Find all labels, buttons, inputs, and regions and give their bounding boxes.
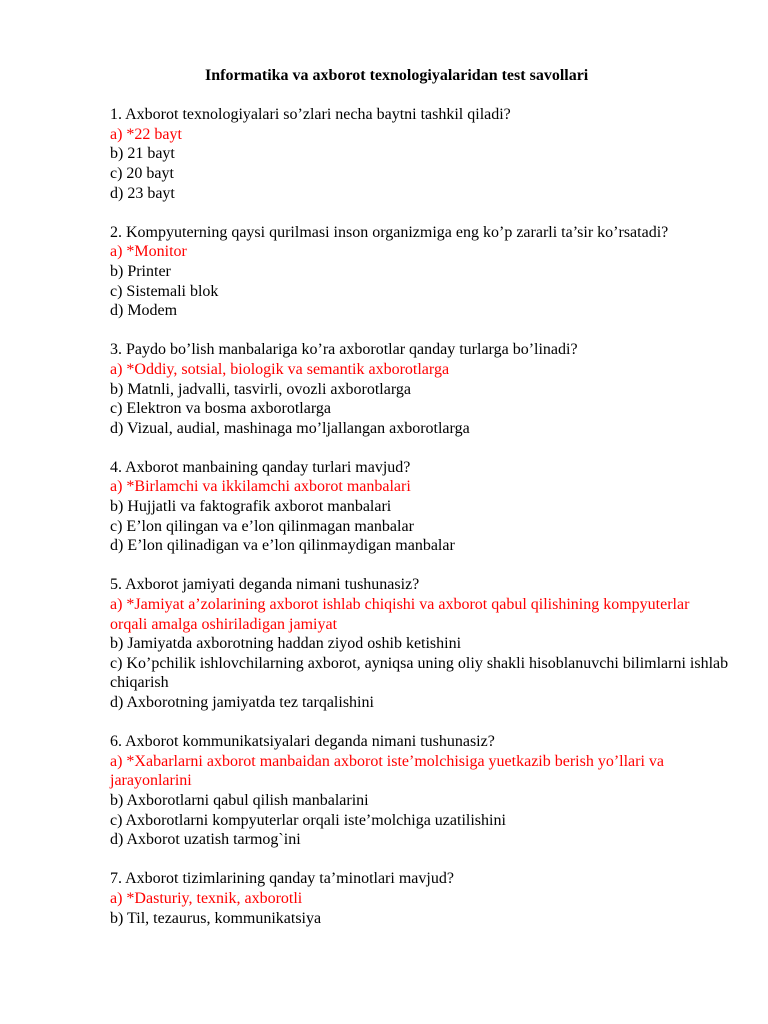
answer-option-correct: a) *Jamiyat a’zolarining axborot ishlab chiqishi va axborot qabul qilishining kompyuterlar orqali amalga oshiriladigan jamiyat bbox=[110, 596, 690, 633]
answer-option: d) Vizual, audial, mashinaga mo’ljallangan axborotlarga bbox=[110, 419, 470, 437]
answer-option: b) Jamiyatda axborotning haddan ziyod oshib ketishini bbox=[110, 635, 462, 653]
answer-option: d) Modem bbox=[110, 302, 178, 320]
answer-option: d) 23 bayt bbox=[110, 184, 175, 202]
question-block bbox=[110, 575, 730, 712]
answer-option: c) Sistemali blok bbox=[110, 282, 219, 300]
answer-option: c) Elektron va bosma axborotlarga bbox=[110, 400, 331, 418]
answer-option: c) E’lon qilingan va e’lon qilinmagan manbalar bbox=[110, 517, 414, 535]
question-text: 3. Paydo bo’lish manbalariga ko’ra axborotlar qanday turlarga bo’linadi? bbox=[110, 341, 578, 359]
answer-option-correct: a) *Oddiy, sotsial, biologik va semantik axborotlarga bbox=[110, 360, 450, 378]
answer-option: b) Hujjatli va faktografik axborot manbalari bbox=[110, 498, 392, 516]
answer-option-correct: a) *Monitor bbox=[110, 243, 187, 261]
answer-option: b) 21 bayt bbox=[110, 145, 175, 163]
document-page bbox=[110, 66, 730, 948]
answer-option: c) Ko’pchilik ishlovchilarning axborot, ayniqsa uning oliy shakli hisoblanuvchi bilimlarni ishlab chiqarish bbox=[110, 654, 729, 692]
answer-option: d) Axborotning jamiyatda tez tarqalishini bbox=[110, 694, 374, 711]
answer-option: b) Matnli, jadvalli, tasvirli, ovozli axborotlarga bbox=[110, 380, 411, 398]
question-text: 7. Axborot tizimlarining qanday ta’minotlari mavjud? bbox=[110, 870, 454, 888]
question-text: 4. Axborot manbaining qanday turlari mavjud? bbox=[110, 458, 411, 476]
answer-option: c) 20 bayt bbox=[110, 164, 174, 182]
answer-option-correct: a) *Dasturiy, texnik, axborotli bbox=[110, 889, 303, 907]
answer-option-correct: a) *22 bayt bbox=[110, 125, 182, 143]
answer-option-correct: a) *Birlamchi va ikkilamchi axborot manbalari bbox=[110, 478, 411, 496]
question-block bbox=[110, 869, 730, 928]
answer-option: c) Axborotlarni kompyuterlar orqali iste’molchiga uzatilishini bbox=[110, 811, 506, 829]
answer-option: d) Axborot uzatish tarmog`ini bbox=[110, 831, 301, 849]
question-block bbox=[110, 340, 730, 438]
question-block bbox=[110, 458, 730, 556]
answer-option: b) Til, tezaurus, kommunikatsiya bbox=[110, 909, 322, 927]
document-title: Informatika va axborot texnologiyalaridan test savollari bbox=[205, 67, 589, 84]
question-block bbox=[110, 223, 730, 321]
question-block bbox=[110, 105, 730, 203]
question-text: 5. Axborot jamiyati deganda nimani tushunasiz? bbox=[110, 576, 420, 594]
question-text: 2. Kompyuterning qaysi qurilmasi inson organizmiga eng ko’p zararli ta’sir ko’rsatadi? bbox=[110, 223, 669, 241]
answer-option-correct: a) *Xabarlarni axborot manbaidan axborot iste’molchisiga yuetkazib berish yo’llari va jarayonlarini bbox=[110, 752, 665, 790]
answer-option: d) E’lon qilinadigan va e’lon qilinmaydigan manbalar bbox=[110, 537, 455, 555]
question-text: 1. Axborot texnologiyalari so’zlari necha baytni tashkil qiladi? bbox=[110, 106, 511, 124]
answer-option: b) Axborotlarni qabul qilish manbalarini bbox=[110, 791, 369, 809]
answer-option: b) Printer bbox=[110, 262, 171, 280]
question-text: 6. Axborot kommunikatsiyalari deganda nimani tushunasiz? bbox=[110, 733, 495, 751]
question-block bbox=[110, 732, 730, 850]
